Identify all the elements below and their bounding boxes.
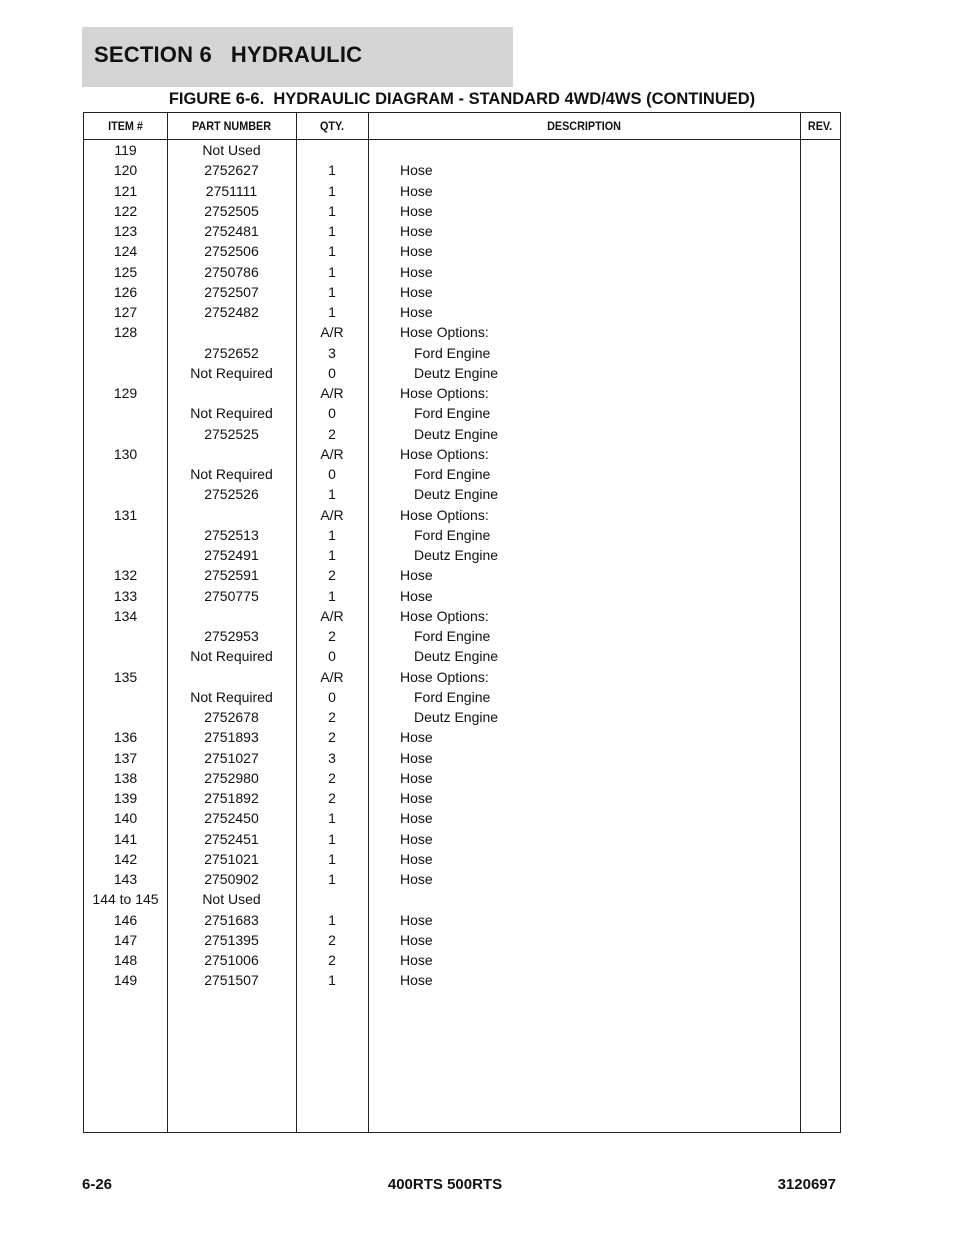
item-cell: 149 — [113, 972, 138, 989]
description-cell: Hose Options: — [400, 324, 489, 341]
description-cell: Deutz Engine — [414, 425, 499, 442]
item-cell: 135 — [113, 668, 138, 685]
qty-cell: 2 — [328, 709, 336, 725]
item-cell: 148 — [113, 952, 138, 968]
table-row — [84, 565, 840, 585]
table-row — [84, 525, 840, 545]
description-cell: Hose — [400, 162, 433, 179]
table-row — [84, 383, 840, 403]
item-cell: 138 — [113, 769, 138, 786]
table-row — [84, 808, 840, 828]
description-cell: Hose — [400, 931, 433, 948]
item-cell: 122 — [113, 202, 138, 219]
part-number-cell: 2752491 — [204, 547, 259, 563]
part-number-cell: 2750775 — [204, 587, 259, 604]
qty-cell: 1 — [328, 263, 336, 280]
qty-cell: 1 — [328, 202, 336, 219]
table-row — [84, 849, 840, 869]
part-number-cell: Not Required — [190, 405, 273, 422]
part-number-cell: Not Used — [202, 142, 261, 158]
qty-cell: 1 — [328, 972, 336, 989]
qty-cell: 1 — [328, 830, 336, 847]
item-cell: 120 — [113, 162, 138, 179]
part-number-cell: 2750786 — [204, 263, 259, 280]
table-row — [84, 687, 840, 707]
item-cell: 142 — [113, 850, 138, 867]
table-row — [84, 889, 840, 909]
item-cell: 132 — [113, 567, 138, 584]
description-cell: Deutz Engine — [414, 364, 499, 381]
item-cell: 127 — [113, 304, 138, 320]
description-cell: Ford Engine — [414, 405, 491, 422]
item-cell: 128 — [113, 324, 138, 341]
parts-table — [83, 112, 841, 1133]
table-row — [84, 262, 840, 282]
qty-cell: A/R — [320, 324, 344, 341]
table-row — [84, 829, 840, 849]
description-cell: Hose Options: — [400, 668, 489, 685]
part-number-cell: 2750902 — [204, 871, 259, 887]
description-cell: Ford Engine — [414, 466, 491, 482]
item-cell: 143 — [113, 871, 138, 887]
table-row — [84, 768, 840, 788]
description-cell: Deutz Engine — [414, 648, 499, 665]
table-row — [84, 667, 840, 687]
description-cell: Hose — [400, 729, 433, 746]
table-row — [84, 869, 840, 889]
description-cell: Hose — [400, 911, 433, 928]
table-row — [84, 181, 840, 201]
qty-cell: 0 — [328, 364, 336, 381]
item-cell: 131 — [113, 506, 138, 523]
part-number-cell: 2751006 — [204, 952, 259, 968]
table-row — [84, 221, 840, 241]
item-cell: 129 — [113, 385, 138, 401]
qty-cell: A/R — [320, 607, 344, 624]
figure-title: FIGURE 6-6. HYDRAULIC DIAGRAM - STANDARD 4WD/4WS (CONTINUED) — [168, 90, 756, 108]
description-cell: Hose — [400, 871, 433, 887]
table-row — [84, 586, 840, 606]
part-number-cell: Not Required — [190, 466, 273, 482]
qty-cell: 1 — [328, 911, 336, 928]
item-cell: 125 — [113, 263, 138, 280]
qty-cell: 1 — [328, 486, 336, 503]
table-row — [84, 545, 840, 565]
part-number-cell: 2752450 — [204, 810, 259, 827]
item-cell: 139 — [113, 790, 138, 806]
table-row — [84, 626, 840, 646]
item-cell: 147 — [113, 931, 138, 948]
item-cell: 134 — [113, 607, 138, 624]
table-row — [84, 403, 840, 423]
description-cell: Ford Engine — [414, 526, 491, 543]
qty-cell: 3 — [328, 749, 336, 766]
description-cell: Hose — [400, 182, 433, 199]
description-cell: Ford Engine — [414, 344, 491, 361]
table-row — [84, 606, 840, 626]
qty-cell: 1 — [328, 162, 336, 179]
item-cell: 121 — [113, 182, 138, 199]
item-cell: 144 to 145 — [92, 891, 159, 908]
qty-cell: 1 — [328, 547, 336, 563]
part-number-cell: 2752627 — [204, 162, 259, 179]
description-cell: Hose — [400, 952, 433, 968]
item-cell: 141 — [113, 830, 138, 847]
part-number-cell: Not Used — [202, 891, 261, 908]
part-number-cell: 2752506 — [204, 243, 259, 260]
description-cell: Hose — [400, 790, 433, 806]
description-cell: Hose — [400, 972, 433, 989]
document-number: 3120697 — [777, 1176, 836, 1193]
header-description: DESCRIPTION — [547, 119, 621, 133]
qty-cell: 1 — [328, 304, 336, 320]
item-cell: 119 — [114, 142, 137, 158]
part-number-cell: Not Required — [190, 364, 273, 381]
qty-cell: 1 — [328, 587, 336, 604]
qty-cell: 2 — [328, 729, 336, 746]
item-cell: 136 — [113, 729, 138, 746]
description-cell: Ford Engine — [414, 688, 491, 705]
qty-cell: 2 — [328, 952, 336, 968]
part-number-cell: Not Required — [190, 688, 273, 705]
part-number-cell: 2751111 — [205, 182, 258, 199]
header-part-number: PART NUMBER — [191, 119, 272, 133]
table-row — [84, 282, 840, 302]
section-header — [82, 27, 513, 87]
item-cell: 133 — [113, 587, 138, 604]
description-cell: Hose — [400, 223, 433, 239]
part-number-cell: 2751395 — [204, 931, 259, 948]
part-number-cell: 2752953 — [204, 628, 259, 644]
table-row — [84, 241, 840, 261]
table-row — [84, 646, 840, 666]
table-row — [84, 201, 840, 221]
description-cell: Hose Options: — [400, 385, 489, 401]
table-row — [84, 910, 840, 930]
qty-cell: A/R — [320, 445, 344, 462]
item-cell: 130 — [113, 445, 138, 462]
table-header — [84, 113, 840, 140]
description-cell: Hose — [400, 749, 433, 766]
table-row — [84, 302, 840, 322]
table-row — [84, 930, 840, 950]
page-number: 6-26 — [82, 1176, 113, 1193]
qty-cell: 2 — [328, 769, 336, 786]
description-cell: Hose Options: — [400, 445, 489, 462]
qty-cell: 1 — [328, 283, 336, 300]
part-number-cell: 2751892 — [204, 790, 259, 806]
part-number-cell: 2752505 — [204, 202, 259, 219]
item-cell: 124 — [113, 243, 138, 260]
description-cell: Hose Options: — [400, 607, 489, 624]
qty-cell: 1 — [328, 182, 336, 199]
description-cell: Hose — [400, 587, 433, 604]
table-row — [84, 505, 840, 525]
qty-cell: 1 — [328, 243, 336, 260]
part-number-cell: 2752526 — [204, 486, 259, 503]
part-number-cell: Not Required — [190, 648, 273, 665]
description-cell: Hose — [400, 202, 433, 219]
description-cell: Ford Engine — [414, 628, 491, 644]
qty-cell: 1 — [328, 850, 336, 867]
description-cell: Hose — [400, 769, 433, 786]
table-row — [84, 788, 840, 808]
description-cell: Hose — [400, 567, 433, 584]
description-cell: Deutz Engine — [414, 709, 499, 725]
description-cell: Hose Options: — [400, 506, 489, 523]
part-number-cell: 2751507 — [204, 972, 259, 989]
qty-cell: 0 — [328, 648, 336, 665]
qty-cell: 1 — [328, 223, 336, 239]
part-number-cell: 2752652 — [204, 344, 259, 361]
description-cell: Deutz Engine — [414, 486, 499, 503]
part-number-cell: 2751021 — [204, 850, 259, 867]
section-title: SECTION 6 HYDRAULIC — [94, 42, 363, 67]
qty-cell: 0 — [328, 405, 336, 422]
table-row — [84, 464, 840, 484]
qty-cell: 2 — [328, 425, 336, 442]
model-name: 400RTS 500RTS — [387, 1176, 503, 1193]
table-row — [84, 160, 840, 180]
qty-cell: 0 — [328, 688, 336, 705]
part-number-cell: 2751027 — [204, 749, 259, 766]
qty-cell: 2 — [328, 567, 336, 584]
part-number-cell: 2752591 — [204, 567, 259, 584]
table-row — [84, 444, 840, 464]
qty-cell: 2 — [328, 628, 336, 644]
qty-cell: 0 — [328, 466, 336, 482]
table-row — [84, 707, 840, 727]
item-cell: 126 — [113, 283, 138, 300]
table-row — [84, 727, 840, 747]
table-row — [84, 363, 840, 383]
qty-cell: 2 — [328, 931, 336, 948]
description-cell: Hose — [400, 304, 433, 320]
part-number-cell: 2751893 — [204, 729, 259, 746]
part-number-cell: 2752451 — [204, 830, 259, 847]
qty-cell: A/R — [320, 385, 344, 401]
description-cell: Hose — [400, 243, 433, 260]
header-qty: QTY. — [319, 119, 344, 133]
table-row — [84, 322, 840, 342]
description-cell: Hose — [400, 810, 433, 827]
header-rev: REV. — [807, 119, 833, 133]
table-row — [84, 748, 840, 768]
part-number-cell: 2752482 — [204, 304, 259, 320]
qty-cell: A/R — [320, 668, 344, 685]
part-number-cell: 2752481 — [204, 223, 259, 239]
qty-cell: 2 — [328, 790, 336, 806]
table-row — [84, 950, 840, 970]
part-number-cell: 2752525 — [204, 425, 259, 442]
table-body — [84, 140, 840, 991]
qty-cell: 1 — [328, 871, 336, 887]
qty-cell: 3 — [328, 344, 336, 361]
table-row — [84, 343, 840, 363]
part-number-cell: 2751683 — [204, 911, 259, 928]
table-row — [84, 484, 840, 504]
part-number-cell: 2752513 — [204, 526, 259, 543]
qty-cell: A/R — [320, 506, 344, 523]
item-cell: 140 — [113, 810, 138, 827]
part-number-cell: 2752980 — [204, 769, 259, 786]
part-number-cell: 2752678 — [204, 709, 259, 725]
item-cell: 123 — [113, 223, 138, 239]
qty-cell: 1 — [328, 526, 336, 543]
description-cell: Hose — [400, 830, 433, 847]
part-number-cell: 2752507 — [204, 283, 259, 300]
qty-cell: 1 — [328, 810, 336, 827]
description-cell: Deutz Engine — [414, 547, 499, 563]
item-cell: 137 — [113, 749, 138, 766]
header-item: ITEM # — [108, 119, 143, 133]
item-cell: 146 — [113, 911, 138, 928]
description-cell: Hose — [400, 263, 433, 280]
table-row — [84, 970, 840, 990]
description-cell: Hose — [400, 283, 433, 300]
table-row — [84, 424, 840, 444]
table-row — [84, 140, 840, 160]
description-cell: Hose — [400, 850, 433, 867]
